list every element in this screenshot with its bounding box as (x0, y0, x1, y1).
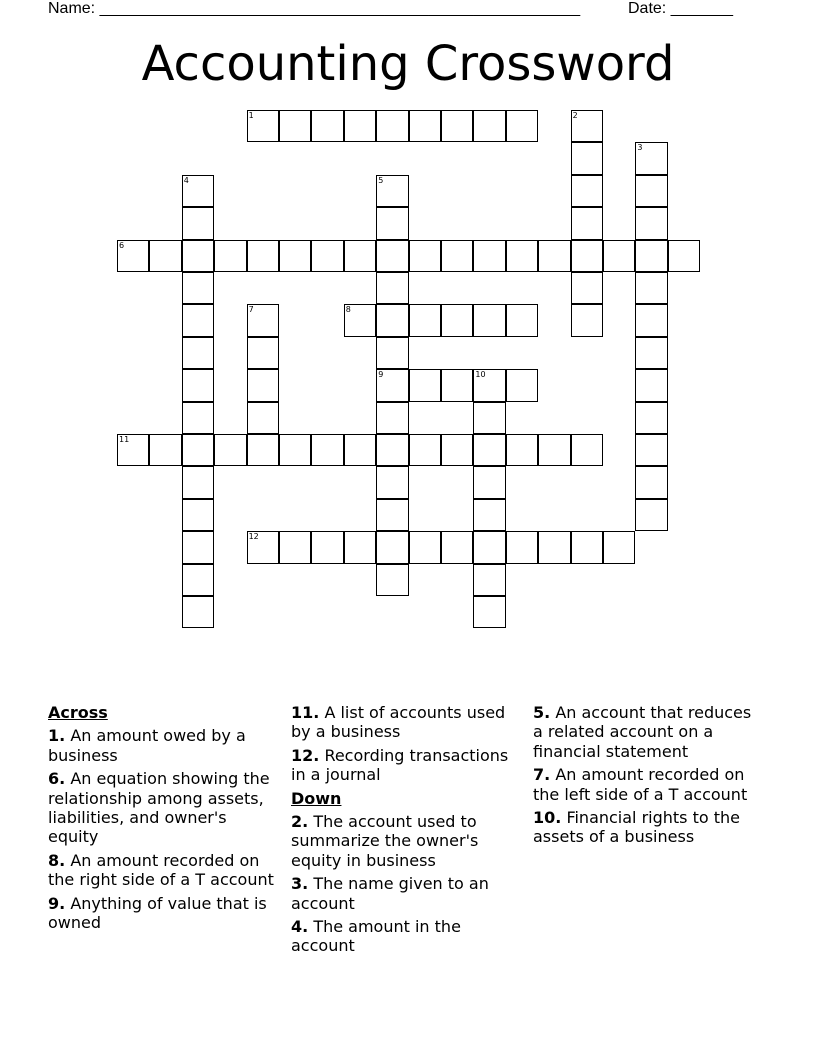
crossword-cell[interactable] (214, 240, 246, 272)
clue-item (291, 812, 521, 870)
crossword-cell[interactable] (344, 531, 376, 563)
clue-item (533, 703, 763, 761)
crossword-cell[interactable] (182, 337, 214, 369)
crossword-cell[interactable] (635, 304, 667, 336)
crossword-cell[interactable] (376, 466, 408, 498)
clue-column-3 (533, 703, 763, 851)
crossword-cell[interactable] (635, 434, 667, 466)
crossword-cell[interactable] (409, 304, 441, 336)
crossword-cell[interactable] (635, 402, 667, 434)
crossword-cell[interactable] (376, 272, 408, 304)
crossword-cell[interactable] (214, 434, 246, 466)
crossword-cell[interactable] (441, 434, 473, 466)
crossword-cell[interactable] (247, 337, 279, 369)
crossword-cell[interactable] (182, 596, 214, 628)
crossword-cell[interactable] (182, 369, 214, 401)
crossword-cell[interactable] (247, 369, 279, 401)
crossword-cell[interactable] (376, 564, 408, 596)
clue-section-heading: Down (291, 788, 342, 808)
crossword-cell[interactable] (635, 142, 667, 174)
crossword-cell[interactable] (473, 531, 505, 563)
crossword-cell[interactable] (247, 531, 279, 563)
crossword-cell[interactable] (473, 304, 505, 336)
crossword-cell[interactable] (538, 531, 570, 563)
clue-item (48, 894, 278, 933)
clue-item (291, 874, 521, 913)
crossword-cell[interactable] (182, 531, 214, 563)
crossword-cell[interactable] (473, 369, 505, 401)
date-field[interactable] (628, 0, 733, 18)
crossword-cell[interactable] (311, 434, 343, 466)
clue-number: 4 (183, 175, 189, 185)
crossword-cell[interactable] (603, 531, 635, 563)
clue-number: 6 (119, 240, 125, 250)
crossword-cell[interactable] (473, 466, 505, 498)
clue-item-text: An amount recorded on the left side of a T account (533, 765, 748, 804)
clue-item-text: Recording transactions in a journal (291, 745, 509, 785)
crossword-cell[interactable] (635, 499, 667, 531)
crossword-cell[interactable] (571, 142, 603, 174)
crossword-cell[interactable] (571, 175, 603, 207)
clue-number: 5 (378, 175, 384, 185)
clue-item-number: 7. (533, 765, 551, 785)
clue-item-text: Financial rights to the assets of a business (533, 808, 741, 847)
crossword-cell[interactable] (571, 531, 603, 563)
clue-item-number: 10. (533, 808, 562, 828)
crossword-cell[interactable] (182, 434, 214, 466)
clue-item-text: Anything of value that is owned (48, 893, 267, 933)
crossword-cell[interactable] (571, 240, 603, 272)
crossword-cell[interactable] (473, 596, 505, 628)
crossword-cell[interactable] (182, 466, 214, 498)
clue-item (48, 726, 278, 765)
crossword-cell[interactable] (247, 110, 279, 142)
clue-item-text: The account used to summarize the owner's equity in business (291, 812, 479, 870)
clue-number: 10 (475, 370, 486, 380)
crossword-cell[interactable] (376, 531, 408, 563)
crossword-cell[interactable] (571, 110, 603, 142)
crossword-cell[interactable] (344, 434, 376, 466)
crossword-cell[interactable] (376, 402, 408, 434)
crossword-cell[interactable] (344, 110, 376, 142)
crossword-cell[interactable] (409, 369, 441, 401)
clue-number: 2 (572, 111, 578, 120)
crossword-cell[interactable] (344, 304, 376, 336)
crossword-cell[interactable] (635, 175, 667, 207)
clue-number: 3 (637, 143, 643, 153)
crossword-cell[interactable] (538, 434, 570, 466)
name-label: Name: (48, 0, 96, 17)
crossword-cell[interactable] (473, 434, 505, 466)
crossword-cell[interactable] (506, 434, 538, 466)
clue-item (533, 808, 763, 847)
crossword-cell[interactable] (376, 499, 408, 531)
crossword-cell[interactable] (247, 240, 279, 272)
crossword-grid (117, 110, 700, 628)
crossword-cell[interactable] (376, 240, 408, 272)
crossword-cell[interactable] (635, 240, 667, 272)
crossword-cell[interactable] (311, 110, 343, 142)
crossword-cell[interactable] (409, 240, 441, 272)
clue-item-number: 4. (291, 917, 309, 937)
clue-item-text: A list of accounts used by a business (291, 703, 506, 742)
crossword-cell[interactable] (409, 531, 441, 563)
crossword-cell[interactable] (635, 207, 667, 239)
crossword-cell[interactable] (182, 272, 214, 304)
crossword-cell[interactable] (117, 240, 149, 272)
crossword-cell[interactable] (182, 304, 214, 336)
crossword-cell[interactable] (182, 175, 214, 207)
clue-item-number: 9. (48, 893, 66, 913)
crossword-cell[interactable] (311, 531, 343, 563)
crossword-cell[interactable] (473, 564, 505, 596)
clue-item-text: An amount recorded on the right side of a T account (48, 850, 274, 890)
crossword-cell[interactable] (279, 110, 311, 142)
clue-item-number: 1. (48, 726, 66, 746)
crossword-cell[interactable] (473, 240, 505, 272)
crossword-cell[interactable] (441, 240, 473, 272)
crossword-cell[interactable] (603, 240, 635, 272)
crossword-cell[interactable] (538, 240, 570, 272)
clue-number: 8 (345, 305, 351, 315)
crossword-cell[interactable] (571, 434, 603, 466)
date-line: _______ (670, 0, 733, 17)
crossword-cell[interactable] (506, 110, 538, 142)
clue-item (533, 765, 763, 804)
crossword-cell[interactable] (635, 272, 667, 304)
crossword-cell[interactable] (571, 272, 603, 304)
clue-item (291, 917, 521, 956)
crossword-cell[interactable] (376, 369, 408, 401)
crossword-cell[interactable] (409, 434, 441, 466)
crossword-cell[interactable] (571, 207, 603, 239)
crossword-cell[interactable] (441, 369, 473, 401)
clue-number: 12 (248, 532, 259, 542)
crossword-cell[interactable] (441, 531, 473, 563)
clue-item-number: 3. (291, 874, 309, 894)
crossword-cell[interactable] (247, 402, 279, 434)
clue-item-text: The amount in the account (291, 917, 461, 956)
crossword-cell[interactable] (376, 337, 408, 369)
crossword-cell[interactable] (668, 240, 700, 272)
crossword-cell[interactable] (344, 240, 376, 272)
clue-column-1 (48, 703, 278, 936)
crossword-cell[interactable] (506, 531, 538, 563)
name-line: ______________________________________________________ (99, 0, 581, 17)
clue-column-2 (291, 703, 521, 960)
clue-item-number: 6. (48, 769, 66, 789)
crossword-cell[interactable] (635, 369, 667, 401)
crossword-cell[interactable] (506, 240, 538, 272)
clue-item (291, 746, 521, 785)
clue-number: 9 (378, 370, 384, 380)
clue-section-heading: Across (48, 703, 108, 722)
clue-item-text: An account that reduces a related account on a financial statement (533, 703, 752, 761)
crossword-cell[interactable] (182, 564, 214, 596)
crossword-cell[interactable] (473, 499, 505, 531)
crossword-cell[interactable] (247, 304, 279, 336)
crossword-cell[interactable] (117, 434, 149, 466)
crossword-cell[interactable] (376, 304, 408, 336)
clue-number: 11 (119, 435, 130, 444)
clue-item-text: An amount owed by a business (48, 726, 246, 765)
date-label: Date: (628, 0, 667, 17)
crossword-cell[interactable] (149, 240, 181, 272)
crossword-cell[interactable] (182, 240, 214, 272)
crossword-cell[interactable] (182, 207, 214, 239)
clue-item-text: The name given to an account (291, 874, 489, 913)
crossword-cell[interactable] (247, 434, 279, 466)
crossword-cell[interactable] (473, 110, 505, 142)
name-field[interactable] (48, 0, 580, 18)
clue-number: 7 (248, 305, 254, 315)
clue-item-number: 2. (291, 812, 309, 832)
clue-item (48, 769, 278, 847)
crossword-cell[interactable] (473, 402, 505, 434)
crossword-cell[interactable] (279, 240, 311, 272)
crossword-cell[interactable] (311, 240, 343, 272)
crossword-cell[interactable] (279, 531, 311, 563)
crossword-cell[interactable] (635, 337, 667, 369)
crossword-cell[interactable] (376, 110, 408, 142)
crossword-cell[interactable] (635, 466, 667, 498)
page-title: Accounting Crossword (141, 36, 675, 92)
crossword-cell[interactable] (441, 304, 473, 336)
crossword-cell[interactable] (506, 369, 538, 401)
crossword-cell[interactable] (279, 434, 311, 466)
crossword-cell[interactable] (571, 304, 603, 336)
clue-number: 1 (248, 111, 254, 120)
clue-item-text: An equation showing the relationship among assets, liabilities, and owner's equity (48, 769, 270, 847)
clue-item-number: 11. (291, 703, 320, 722)
clue-item (291, 703, 521, 742)
crossword-cell[interactable] (376, 207, 408, 239)
crossword-cell[interactable] (441, 110, 473, 142)
crossword-cell[interactable] (409, 110, 441, 142)
crossword-cell[interactable] (376, 175, 408, 207)
clue-item-number: 12. (291, 745, 320, 765)
crossword-cell[interactable] (182, 402, 214, 434)
clue-item-number: 8. (48, 850, 66, 870)
crossword-cell[interactable] (376, 434, 408, 466)
clue-item (48, 851, 278, 890)
crossword-cell[interactable] (182, 499, 214, 531)
clue-item-number: 5. (533, 703, 551, 722)
crossword-cell[interactable] (149, 434, 181, 466)
crossword-cell[interactable] (506, 304, 538, 336)
